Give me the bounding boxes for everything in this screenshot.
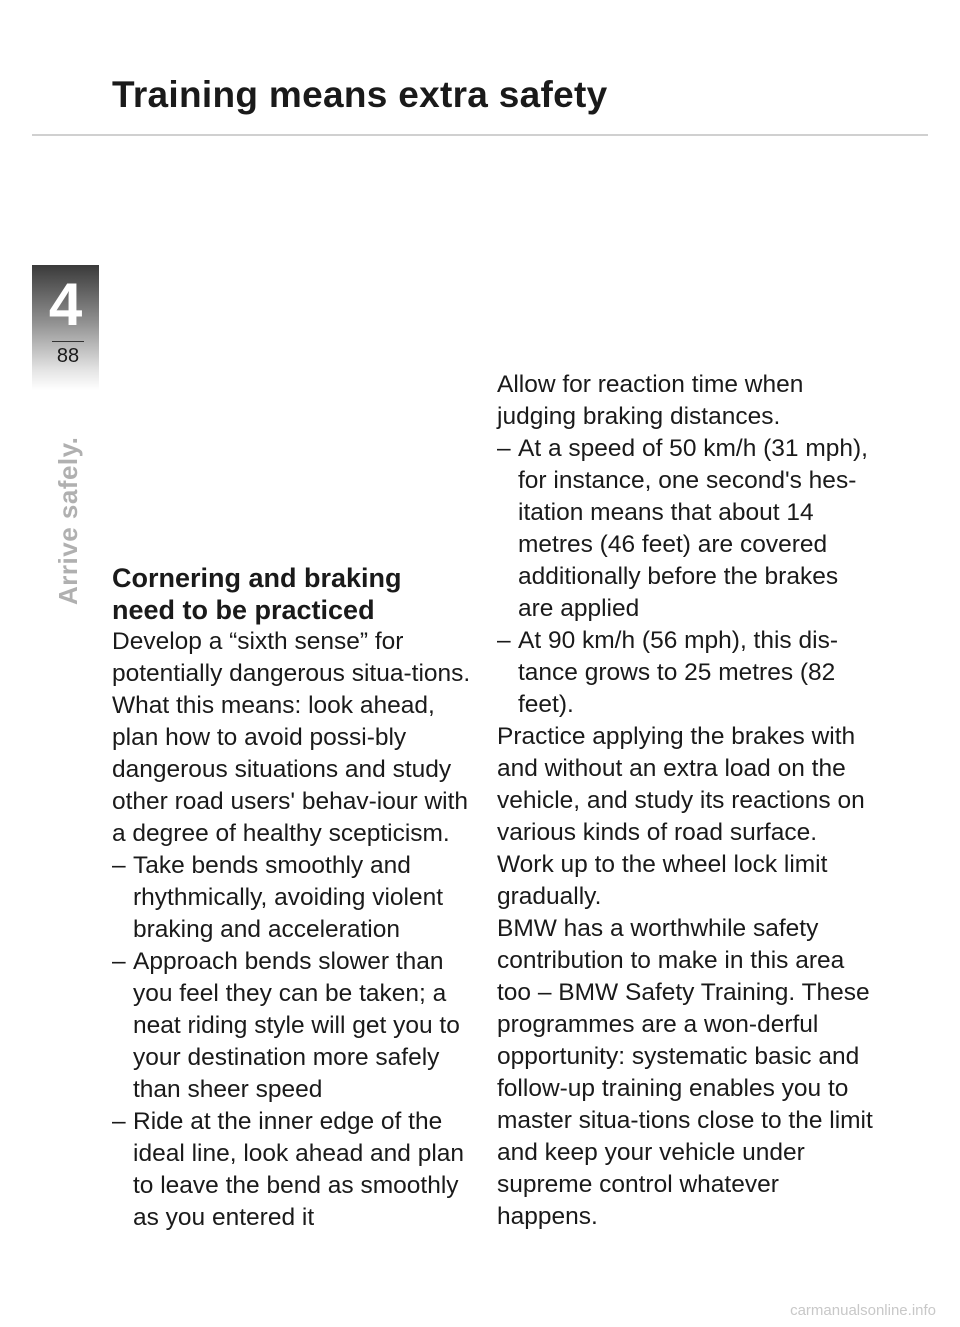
list-dash: – [497,627,511,654]
list-item [112,1106,482,1234]
body-paragraph: Practice applying the brakes with and without an extra load on the vehicle, and study its reactions on various kinds of road surface. [497,723,865,846]
list-item [497,625,877,721]
title-divider [32,134,928,136]
list-dash: – [112,1108,126,1135]
section-side-label: Arrive safely. [53,436,83,605]
intro-paragraph: Allow for reaction time when judging braking distances. [497,371,804,430]
list-dash: – [112,948,126,975]
list-item-text: At a speed of 50 km/h (31 mph), for instance, one second's hes-itation means that about 14 metres (46 feet) are covered additionally before the brakes are applied [518,435,868,622]
page-title: Training means extra safety [112,74,608,115]
list-item-text: At 90 km/h (56 mph), this dis-tance grows to 25 metres (82 feet). [518,627,838,718]
section-heading-line2: need to be practiced [112,595,375,625]
list-item [112,946,482,1106]
list-item [497,433,877,625]
chapter-divider [52,341,84,342]
body-paragraph: BMW has a worthwhile safety contribution to make in this area too – BMW Safety Training. These programmes are a won-derful opportunity: systematic basic and follow-up training enables you to master situa-tions close to the limit and keep your vehicle under supreme control whatever happens. [497,915,873,1230]
list-dash: – [112,852,126,879]
right-column [497,369,877,1233]
list-item-text: Take bends smoothly and rhythmically, avoiding violent braking and acceleration [133,852,444,943]
list-item-text: Approach bends slower than you feel they can be taken; a neat riding style will get you to your destination more safely than sheer speed [133,948,460,1103]
chapter-number: 4 [48,271,83,338]
section-heading-line1: Cornering and braking [112,563,402,593]
page-number: 88 [56,345,80,367]
intro-paragraph: Develop a “sixth sense” for potentially dangerous situa-tions. What this means: look ahead, plan how to avoid possi-bly dangerous situations and study other road users' behav-iour with a degree of healthy scepticism. [112,628,471,847]
list-item-text: Ride at the inner edge of the ideal line, look ahead and plan to leave the bend as smoothly as you entered it [133,1108,465,1231]
watermark: carmanualsonline.info [790,1302,936,1319]
list-item [112,850,482,946]
chapter-tab [32,265,99,390]
body-paragraph: Work up to the wheel lock limit gradually. [497,851,828,910]
list-dash: – [497,435,511,462]
section-heading [112,562,482,626]
left-column [112,562,482,1234]
